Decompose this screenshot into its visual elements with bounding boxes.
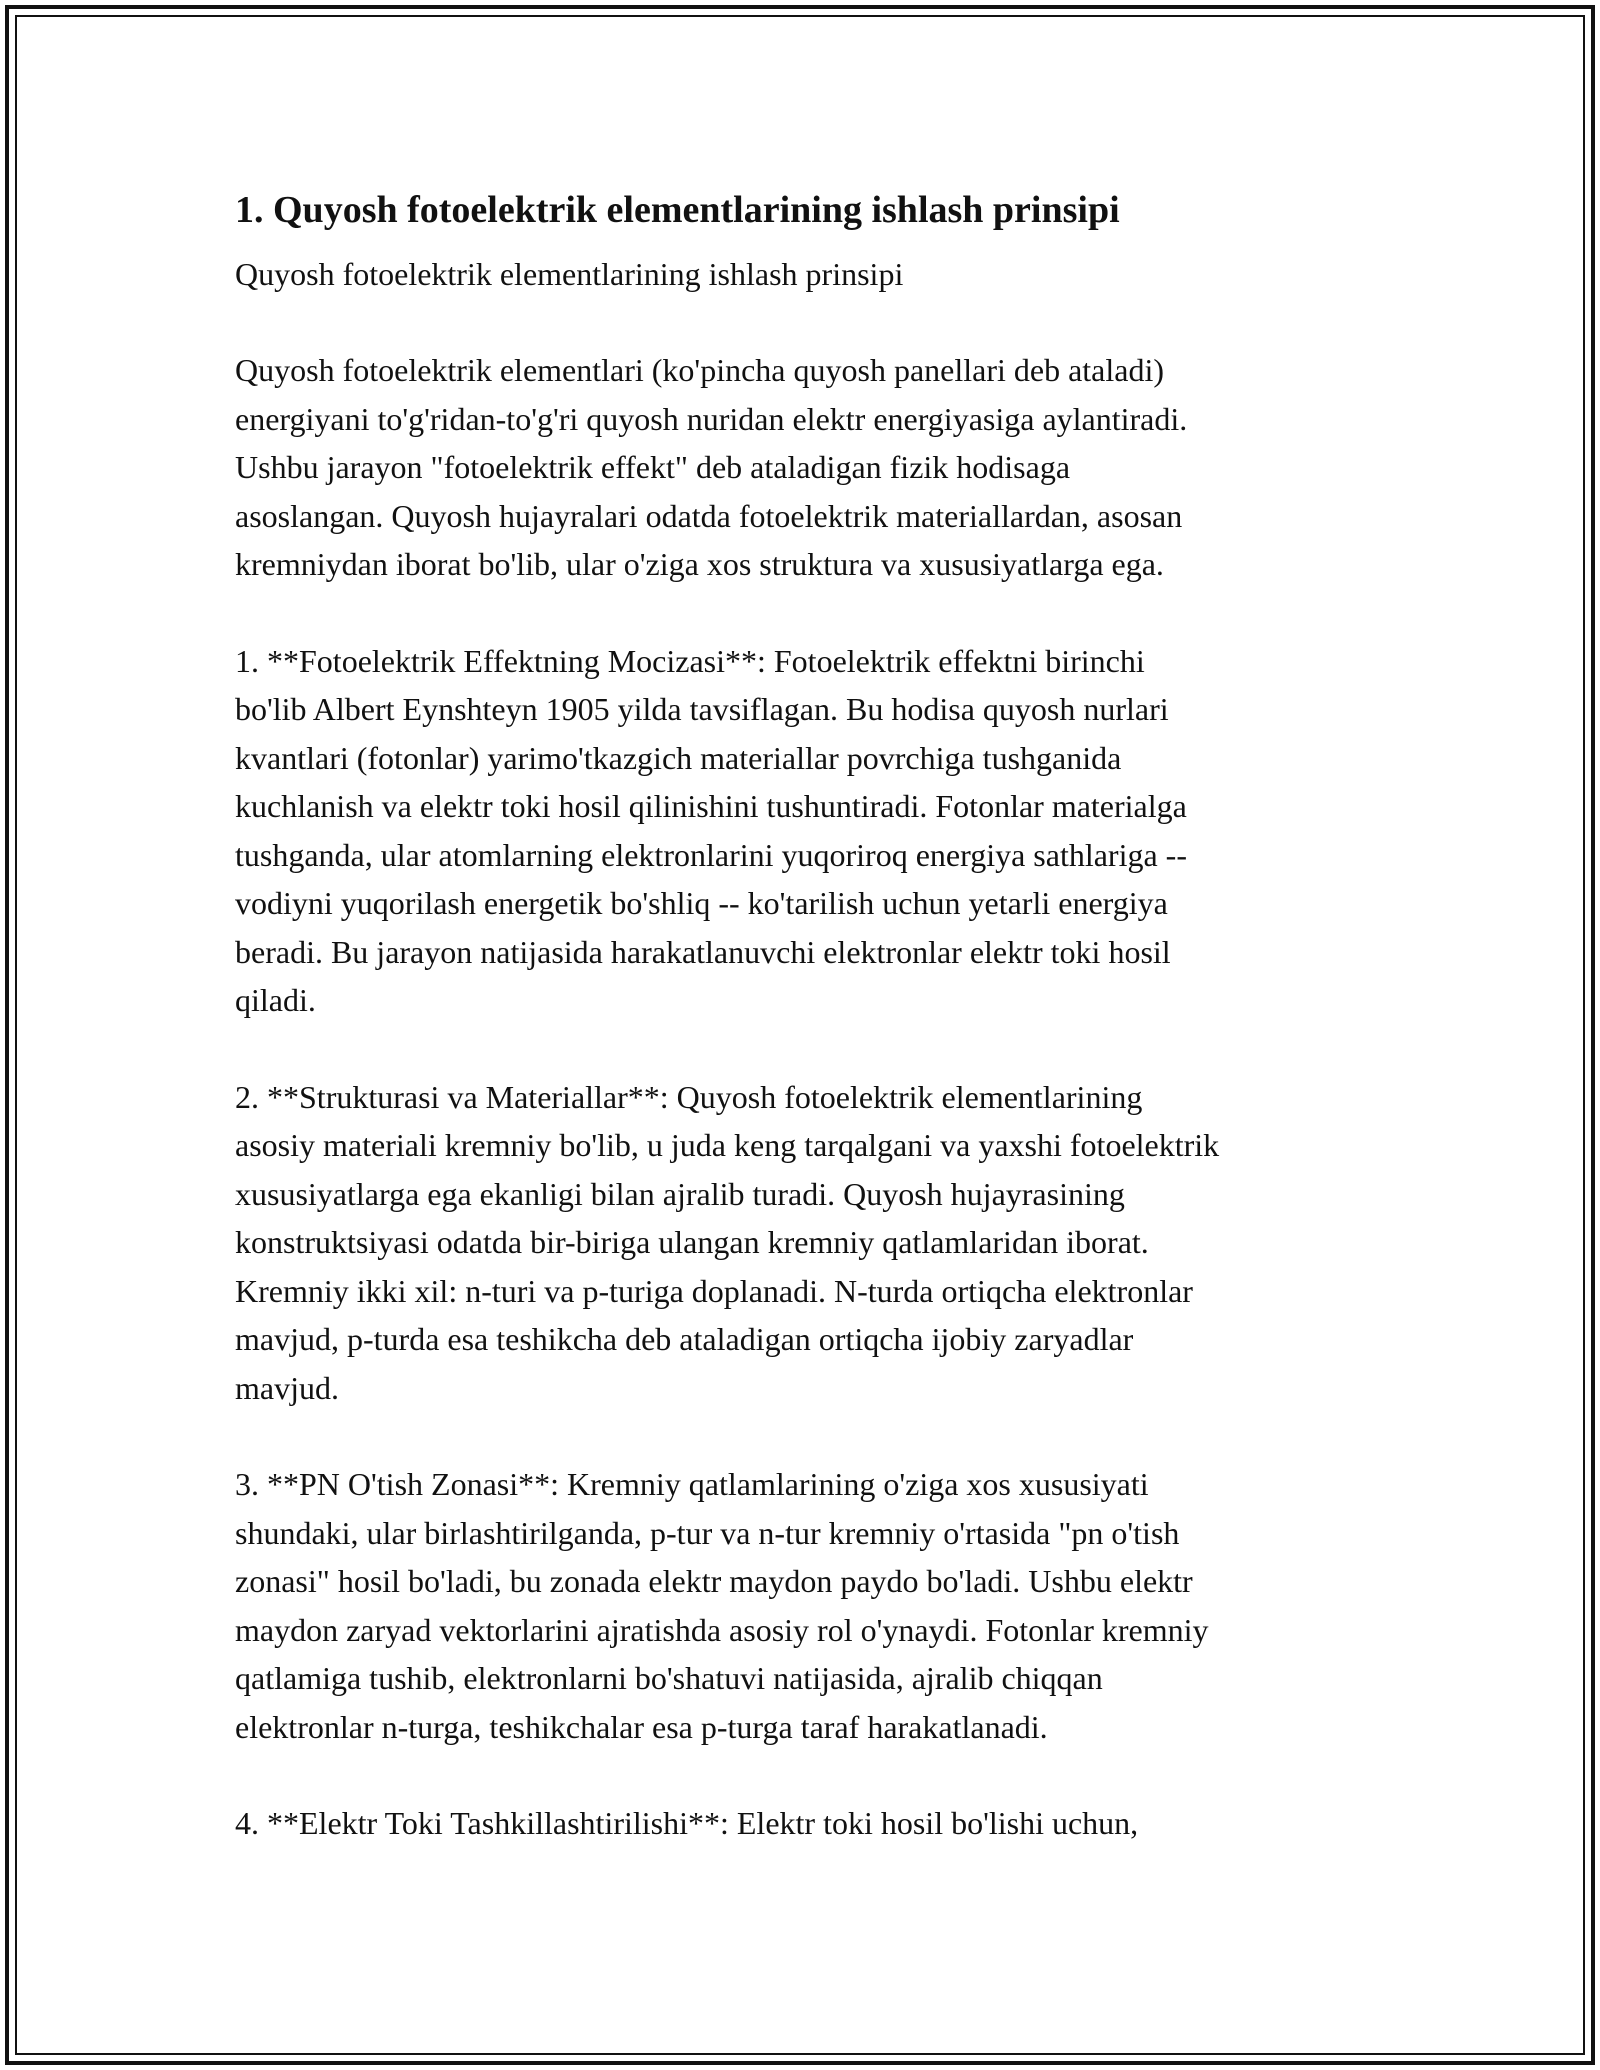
- section-3-paragraph: 3. **PN O'tish Zonasi**: Kremniy qatlamlarining o'ziga xos xususiyati shundaki, ular birlashtirilganda, p-tur va n-tur kremniy o'rtasida "pn o'tish zonasi" hosil bo'ladi, bu zonada elektr maydon paydo bo'ladi. Ushbu elektr maydon zaryad vektorlarini ajratishda asosiy rol o'ynaydi. Fotonlar kremniy qatlamiga tushib, elektronlarni bo'shatuvi natijasida, ajralib chiqqan elektronlar n-turga, teshikchalar esa p-turga taraf harakatlanadi.: [235, 1466, 1209, 1745]
- section-4-paragraph: 4. **Elektr Toki Tashkillashtirilishi**: Elektr toki hosil bo'lishi uchun,: [235, 1805, 1139, 1841]
- document-body: [235, 186, 1375, 1848]
- document-subtitle: Quyosh fotoelektrik elementlarining ishlash prinsipi: [235, 256, 904, 292]
- intro-paragraph: Quyosh fotoelektrik elementlari (ko'pincha quyosh panellari deb ataladi) energiyani to'g'ridan-to'g'ri quyosh nuridan elektr energiyasiga aylantiradi. Ushbu jarayon "fotoelektrik effekt" deb ataladigan fizik hodisaga asoslangan. Quyosh hujayralari odatda fotoelektrik materiallardan, asosan kremniydan iborat bo'lib, ular o'ziga xos struktura va xususiyatlarga ega.: [235, 352, 1188, 582]
- section-1-paragraph: 1. **Fotoelektrik Effektning Mocizasi**: Fotoelektrik effektni birinchi bo'lib Albert Eynshteyn 1905 yilda tavsiflagan. Bu hodisa quyosh nurlari kvantlari (fotonlar) yarimo'tkazgich materiallar povrchiga tushganida kuchlanish va elektr toki hosil qilinishini tushuntiradi. Fotonlar materialga tushganda, ular atomlarning elektronlarini yuqoriroq energiya sathlariga -- vodiyni yuqorilash energetik bo'shliq -- ko'tarilish uchun yetarli energiya beradi. Bu jarayon natijasida harakatlanuvchi elektronlar elektr toki hosil qiladi.: [235, 642, 1187, 1018]
- section-2-paragraph: 2. **Strukturasi va Materiallar**: Quyosh fotoelektrik elementlarining asosiy materiali kremniy bo'lib, u juda keng tarqalgani va yaxshi fotoelektrik xususiyatlarga ega ekanligi bilan ajralib turadi. Quyosh hujayrasining konstruktsiyasi odatda bir-biriga ulangan kremniy qatlamlaridan iborat. Kremniy ikki xil: n-turi va p-turiga doplanadi. N-turda ortiqcha elektronlar mavjud, p-turda esa teshikcha deb ataladigan ortiqcha ijobiy zaryadlar mavjud.: [235, 1078, 1220, 1406]
- document-heading: 1. Quyosh fotoelektrik elementlarining ishlash prinsipi: [235, 189, 1120, 231]
